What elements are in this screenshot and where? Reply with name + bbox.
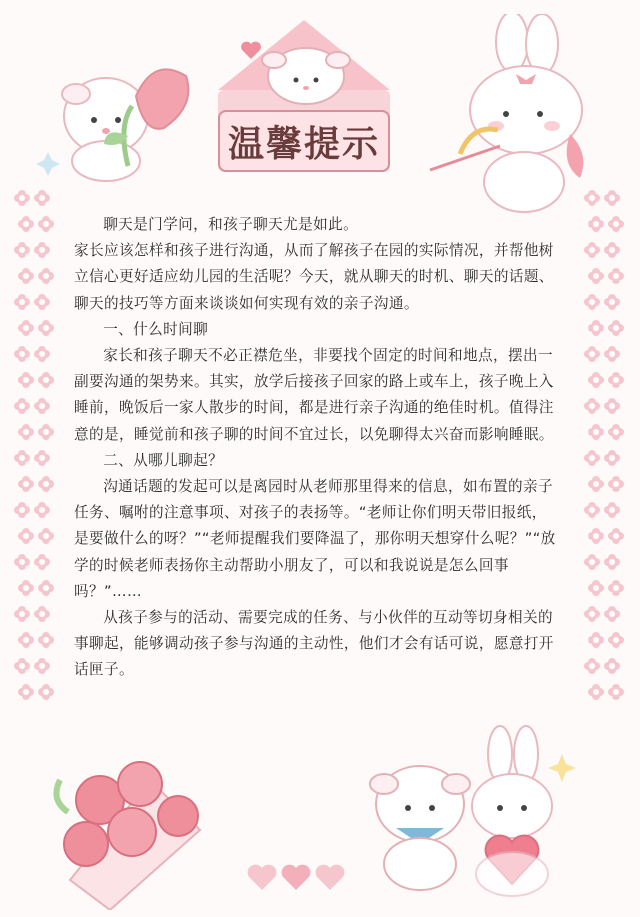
activities-paragraph: 从孩子参与的活动、需要完成的任务、与小伙伴的互动等切身相关的事聊起，能够调动孩子参与沟通的主动性，他们才会有话可说，愿意打开话匣子。 — [74, 609, 554, 679]
flower-border-icon — [608, 476, 624, 492]
flower-border-icon — [14, 554, 30, 570]
flower-border-icon — [14, 346, 30, 362]
flower-border-icon — [588, 216, 604, 232]
flower-border-icon — [34, 398, 50, 414]
flower-border-icon — [38, 632, 54, 648]
flower-border-icon — [18, 424, 34, 440]
flower-border-icon — [584, 294, 600, 310]
flower-border-icon — [604, 502, 620, 518]
flower-border-right — [584, 190, 624, 710]
flower-border-icon — [34, 554, 50, 570]
flower-border-icon — [14, 450, 30, 466]
flower-border-icon — [14, 242, 30, 258]
flower-border-icon — [18, 632, 34, 648]
flower-border-icon — [588, 372, 604, 388]
question-paragraph: 家长应该怎样和孩子进行沟通，从而了解孩子在园的实际情况，并帮他树立信心更好适应幼儿园的生活呢？今天，就从聊天的时机、聊天的话题、聊天的技巧等方面来谈谈如何实现有效的亲子沟通。 — [74, 242, 554, 312]
flower-border-icon — [588, 320, 604, 336]
flower-border-icon — [14, 658, 30, 674]
flower-border-icon — [604, 242, 620, 258]
title-box — [218, 110, 390, 172]
flower-border-icon — [608, 580, 624, 596]
flower-border-icon — [608, 528, 624, 544]
flower-border-icon — [14, 502, 30, 518]
flower-border-icon — [604, 190, 620, 206]
flower-border-icon — [38, 528, 54, 544]
flower-border-icon — [18, 528, 34, 544]
flower-border-icon — [18, 268, 34, 284]
flower-border-icon — [18, 684, 34, 700]
intro-paragraph: 聊天是门学问，和孩子聊天尤是如此。 — [103, 216, 359, 233]
flower-border-icon — [584, 554, 600, 570]
notice-content — [74, 212, 560, 684]
flower-border-icon — [14, 606, 30, 622]
flower-border-icon — [38, 372, 54, 388]
page-title: 温馨提示 — [227, 123, 380, 165]
flower-border-icon — [608, 268, 624, 284]
flower-border-icon — [38, 216, 54, 232]
flower-border-icon — [588, 684, 604, 700]
bunny-heart-icon — [350, 724, 590, 904]
flower-border-icon — [584, 450, 600, 466]
flower-border-icon — [34, 242, 50, 258]
flower-border-icon — [584, 398, 600, 414]
flower-border-icon — [14, 294, 30, 310]
flower-border-icon — [608, 320, 624, 336]
flower-border-icon — [18, 216, 34, 232]
flower-border-icon — [588, 528, 604, 544]
flower-border-icon — [38, 320, 54, 336]
rose-bouquet-icon — [40, 740, 230, 910]
flower-border-icon — [584, 242, 600, 258]
flower-border-icon — [584, 502, 600, 518]
flower-border-icon — [18, 476, 34, 492]
flower-border-icon — [604, 658, 620, 674]
section-heading-when: 一、什么时间聊 — [103, 320, 209, 338]
sheep-in-envelope-icon — [256, 30, 356, 110]
flower-border-icon — [604, 346, 620, 362]
flower-border-icon — [588, 632, 604, 648]
flower-border-icon — [38, 476, 54, 492]
flower-border-icon — [608, 632, 624, 648]
topics-paragraph: 沟通话题的发起可以是离园时从老师那里得来的信息，如布置的亲子任务、嘱咐的注意事项、对孩子的表扬等。“老师让你们明天带旧报纸，是要做什么的呀？”“老师提醒我们要降温了，那你明天想穿什么呢？”“放学的时候老师表扬你主动帮助小朋友了，可以和我说说是怎么回事吗？”…… — [74, 478, 556, 600]
flower-border-icon — [18, 580, 34, 596]
flower-border-icon — [604, 398, 620, 414]
flower-border-icon — [588, 476, 604, 492]
bunny-cupid-icon — [420, 14, 600, 214]
section-heading-where: 二、从哪儿聊起？ — [103, 451, 224, 469]
flower-border-icon — [608, 216, 624, 232]
hearts-row-icon — [246, 862, 346, 892]
flower-border-icon — [584, 346, 600, 362]
flower-border-icon — [38, 424, 54, 440]
flower-border-icon — [38, 684, 54, 700]
flower-border-icon — [34, 294, 50, 310]
flower-border-icon — [588, 580, 604, 596]
flower-border-icon — [608, 684, 624, 700]
flower-border-icon — [34, 502, 50, 518]
flower-border-icon — [34, 606, 50, 622]
flower-border-icon — [584, 606, 600, 622]
flower-border-icon — [608, 424, 624, 440]
flower-border-icon — [34, 658, 50, 674]
flower-border-icon — [608, 372, 624, 388]
when-paragraph: 家长和孩子聊天不必正襟危坐，非要找个固定的时间和地点，摆出一副要沟通的架势来。其实，放学后接孩子回家的路上或车上，孩子晚上入睡前，晚饭后一家人散步的时间，都是进行亲子沟通的绝佳时机。值得注意的是，睡觉前和孩子聊的时间不宜过长，以免聊得太兴奋而影响睡眠。 — [74, 347, 554, 443]
flower-border-icon — [588, 268, 604, 284]
flower-border-icon — [18, 320, 34, 336]
flower-border-icon — [14, 190, 30, 206]
bunny-with-flower-icon — [36, 36, 206, 186]
flower-border-icon — [604, 450, 620, 466]
flower-border-icon — [584, 658, 600, 674]
flower-border-icon — [34, 346, 50, 362]
flower-border-left — [14, 190, 54, 710]
heart-icon — [240, 40, 262, 60]
flower-border-icon — [34, 450, 50, 466]
flower-border-icon — [604, 606, 620, 622]
flower-border-icon — [604, 294, 620, 310]
flower-border-icon — [588, 424, 604, 440]
flower-border-icon — [604, 554, 620, 570]
flower-border-icon — [38, 580, 54, 596]
flower-border-icon — [34, 190, 50, 206]
flower-border-icon — [14, 398, 30, 414]
flower-border-icon — [38, 268, 54, 284]
flower-border-icon — [18, 372, 34, 388]
